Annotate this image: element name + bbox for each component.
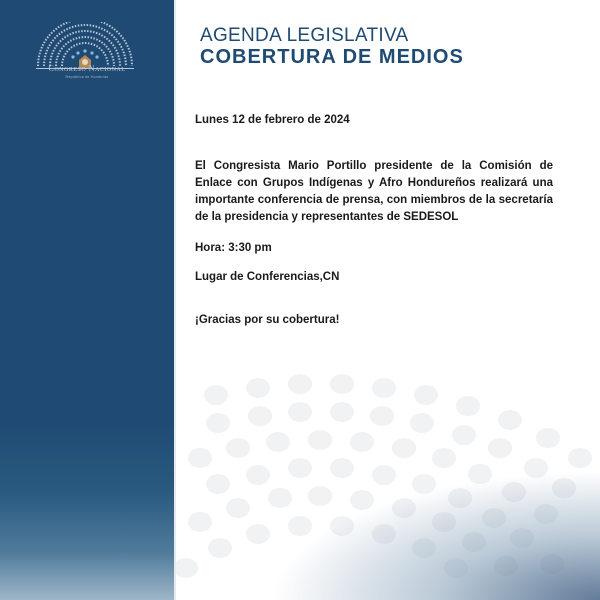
parliament-seats-icon <box>30 22 140 82</box>
event-location: Lugar de Conferencias,CN <box>195 271 340 283</box>
header-title: AGENDA LEGISLATIVA <box>200 25 409 46</box>
sidebar-panel <box>0 0 174 600</box>
page-header <box>200 26 464 68</box>
decorative-corner-gradient <box>270 470 600 600</box>
logo-name: Congreso Nacional <box>48 64 126 73</box>
event-time: Hora: 3:30 pm <box>195 242 272 254</box>
thanks-message: ¡Gracias por su cobertura! <box>195 314 340 326</box>
announcement-content <box>195 112 590 329</box>
event-description: El Congresista Mario Portillo presidente de la Comisión de Enlace con Grupos Indígenas y Afro Hondureños realizará una importante conferencia de prensa, con miembros de la secretaría de la presidencia y representantes de SEDESOL <box>195 160 553 223</box>
header-subtitle: COBERTURA DE MEDIOS <box>200 46 464 68</box>
event-date: Lunes 12 de febrero de 2024 <box>195 114 350 126</box>
logo-subtitle: República de Honduras <box>65 75 109 79</box>
